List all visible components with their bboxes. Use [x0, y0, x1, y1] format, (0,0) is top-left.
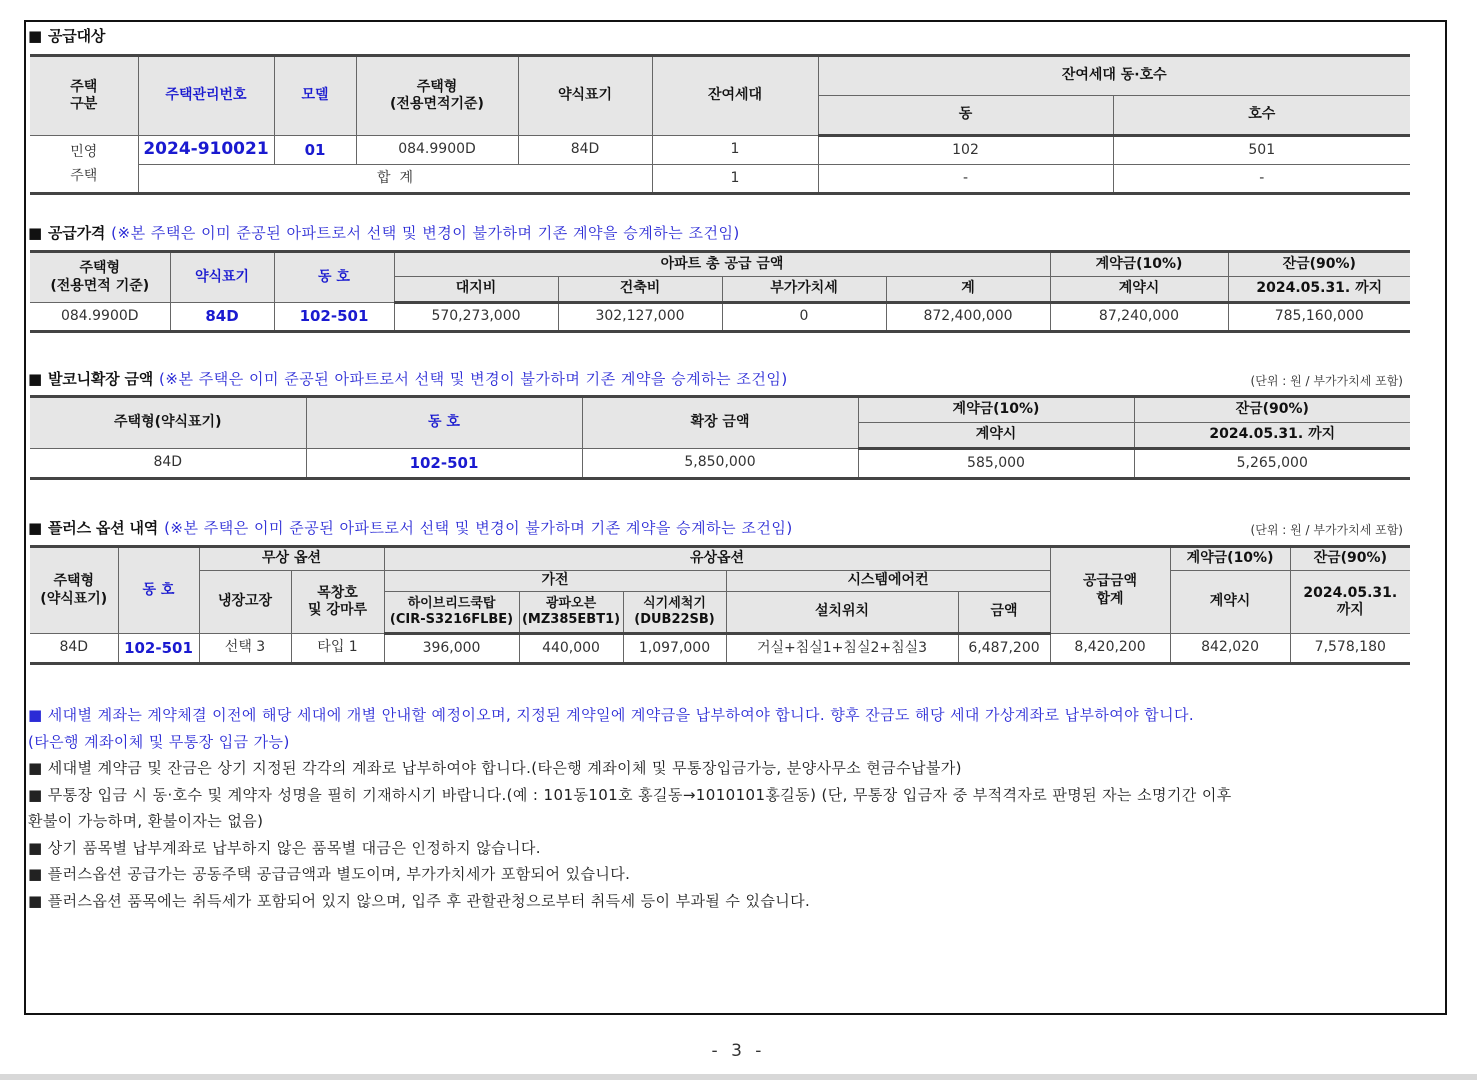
document-frame [24, 20, 1447, 1015]
col-header-deposit: 계약금(10%) [1170, 547, 1290, 571]
cell-housing-type: 084.9900D [30, 303, 170, 332]
cell-remaining: 1 [652, 136, 818, 165]
col-header-deposit: 계약금(10%) [1050, 252, 1228, 277]
col-header-total: 공급금액 합계 [1050, 547, 1170, 634]
cell-cooktop: 396,000 [384, 634, 519, 664]
balcony-table [30, 395, 1410, 480]
note-line: ■ 세대별 계약금 및 잔금은 상기 지정된 각각의 계좌로 납부하여야 합니다.(타은행 계좌이체 및 무통장입금가능, 분양사무소 현금수납불가) [28, 759, 962, 777]
col-header-balance: 잔금(90%) [1134, 397, 1410, 423]
bottom-divider [0, 1074, 1477, 1080]
section-note: (※본 주택은 이미 준공된 아파트로서 선택 및 변경이 불가하며 기존 계약을 승계하는 조건임) [159, 370, 788, 388]
col-header-remaining-unit: 잔여세대 동·호수 [818, 56, 1410, 96]
col-header-deposit-when: 계약시 [1170, 571, 1290, 634]
cell-land: 570,273,000 [394, 303, 558, 332]
supply-target-table [30, 54, 1410, 195]
cell-vat: 0 [722, 303, 886, 332]
col-header-abbr: 약식표기 [170, 252, 274, 303]
col-header-sum: 계 [886, 277, 1050, 303]
col-header-ac-amount: 금액 [958, 592, 1050, 634]
page-number: - 3 - [711, 1041, 766, 1061]
col-header-oven: 광파오븐 (MZ385EBT1) [519, 592, 623, 634]
col-header-dong: 동 [818, 96, 1113, 136]
col-header-aircon: 시스템에어컨 [726, 571, 1050, 592]
col-header-dongho: 동 호 [118, 547, 199, 634]
cell-ac-amount: 6,487,200 [958, 634, 1050, 664]
section-note: (※본 주택은 이미 준공된 아파트로서 선택 및 변경이 불가하며 기존 계약을 승계하는 조건임) [164, 519, 793, 537]
section-title-supply-price: ■ 공급가격 (※본 주택은 이미 준공된 아파트로서 선택 및 변경이 불가하며 기존 계약을 승계하는 조건임) [28, 224, 740, 242]
col-header-vat: 부가가치세 [722, 277, 886, 303]
col-header-mgmt-no: 주택관리번호 [138, 56, 274, 136]
cell-housing-class: 민영 주택 [30, 136, 138, 194]
col-header-paid-option: 유상옵션 [384, 547, 1050, 571]
cell-location: 거실+침실1+침실2+침실3 [726, 634, 958, 664]
unit-note: (단위 : 원 / 부가가치세 포함) [1250, 374, 1403, 388]
col-header-wood: 목창호 및 강마루 [291, 571, 384, 634]
col-header-balance-when: 2024.05.31. 까지 [1290, 571, 1410, 634]
section-title-plus-option: ■ 플러스 옵션 내역 (※본 주택은 이미 준공된 아파트로서 선택 및 변경이 불가하며 기존 계약을 승계하는 조건임) [28, 519, 793, 537]
col-header-balance-when: 2024.05.31. 까지 [1228, 277, 1410, 303]
col-header-deposit-when: 계약시 [858, 423, 1134, 449]
cell-abbr: 84D [170, 303, 274, 332]
col-header-dongho: 동 호 [274, 252, 394, 303]
col-header-balance: 잔금(90%) [1228, 252, 1410, 277]
cell-total-ho: - [1113, 165, 1410, 194]
col-header-ho: 호수 [1113, 96, 1410, 136]
col-header-deposit: 계약금(10%) [858, 397, 1134, 423]
col-header-total-supply: 아파트 총 공급 금액 [394, 252, 1050, 277]
unit-note: (단위 : 원 / 부가가치세 포함) [1250, 523, 1403, 537]
cell-balance: 785,160,000 [1228, 303, 1410, 332]
cell-abbr: 84D [518, 136, 652, 165]
col-header-type: 주택형(약식표기) [30, 397, 306, 449]
notes-block [28, 702, 1428, 914]
cell-dongho: 102-501 [306, 449, 582, 479]
section-title-balcony: ■ 발코니확장 금액 (※본 주택은 이미 준공된 아파트로서 선택 및 변경이 불가하며 기존 계약을 승계하는 조건임) [28, 370, 788, 388]
note-line: ■ 플러스옵션 공급가는 공동주택 공급금액과 별도이며, 부가가치세가 포함되어 있습니다. [28, 865, 631, 883]
col-header-dongho: 동 호 [306, 397, 582, 449]
col-header-housing-type: 주택형 (전용면적 기준) [30, 252, 170, 303]
col-header-dishwasher: 식기세척기 (DUB22SB) [623, 592, 726, 634]
cell-balance: 7,578,180 [1290, 634, 1410, 664]
plus-option-table [30, 545, 1410, 665]
col-header-housing-type: 주택형 (전용면적기준) [356, 56, 518, 136]
cell-type: 84D [30, 634, 118, 664]
col-header-balance: 잔금(90%) [1290, 547, 1410, 571]
col-header-model: 모델 [274, 56, 356, 136]
cell-deposit: 585,000 [858, 449, 1134, 479]
cell-type: 84D [30, 449, 306, 479]
col-header-appliance: 가전 [384, 571, 726, 592]
section-title-supply-target: ■ 공급대상 [28, 27, 106, 45]
col-header-free-option: 무상 옵션 [199, 547, 384, 571]
col-header-cooktop: 하이브리드쿡탑 (CIR-S3216FLBE) [384, 592, 519, 634]
cell-deposit: 842,020 [1170, 634, 1290, 664]
note-line: ■ 세대별 계좌는 계약체결 이전에 해당 세대에 개별 안내할 예정이오며, 지정된 계약일에 계약금을 납부하여야 합니다. 향후 잔금도 해당 세대 가상계좌로 납부하여야 합니다. [28, 706, 1195, 724]
note-line: (타은행 계좌이체 및 무통장 입금 가능) [28, 732, 290, 751]
cell-ho: 501 [1113, 136, 1410, 165]
cell-total-remaining: 1 [652, 165, 818, 194]
cell-balance: 5,265,000 [1134, 449, 1410, 479]
col-header-balance-when: 2024.05.31. 까지 [1134, 423, 1410, 449]
cell-sum: 872,400,000 [886, 303, 1050, 332]
col-header-deposit-when: 계약시 [1050, 277, 1228, 303]
cell-dongho: 102-501 [274, 303, 394, 332]
cell-model: 01 [274, 136, 356, 165]
cell-dishwasher: 1,097,000 [623, 634, 726, 664]
cell-oven: 440,000 [519, 634, 623, 664]
cell-dong: 102 [818, 136, 1113, 165]
cell-total-dong: - [818, 165, 1113, 194]
cell-building: 302,127,000 [558, 303, 722, 332]
col-header-abbr: 약식표기 [518, 56, 652, 136]
cell-total-label: 합 계 [138, 165, 652, 194]
supply-price-table [30, 250, 1410, 333]
col-header-amount: 확장 금액 [582, 397, 858, 449]
col-header-fridge: 냉장고장 [199, 571, 291, 634]
cell-deposit: 87,240,000 [1050, 303, 1228, 332]
cell-amount: 5,850,000 [582, 449, 858, 479]
cell-wood: 타입 1 [291, 634, 384, 664]
cell-fridge: 선택 3 [199, 634, 291, 664]
cell-mgmt-no: 2024-910021 [138, 136, 274, 165]
col-header-housing-class: 주택 구분 [30, 56, 138, 136]
cell-housing-type: 084.9900D [356, 136, 518, 165]
note-line: ■ 상기 품목별 납부계좌로 납부하지 않은 품목별 대금은 인정하지 않습니다. [28, 838, 541, 857]
note-line: 환불이 가능하며, 환불이자는 없음) [28, 812, 264, 830]
cell-dongho: 102-501 [118, 634, 199, 664]
col-header-type: 주택형 (약식표기) [30, 547, 118, 634]
col-header-location: 설치위치 [726, 592, 958, 634]
col-header-land: 대지비 [394, 277, 558, 303]
col-header-building: 건축비 [558, 277, 722, 303]
note-line: ■ 플러스옵션 품목에는 취득세가 포함되어 있지 않으며, 입주 후 관할관청으로부터 취득세 등이 부과될 수 있습니다. [28, 891, 811, 910]
col-header-remaining: 잔여세대 [652, 56, 818, 136]
note-line: ■ 무통장 입금 시 동·호수 및 계약자 성명을 필히 기재하시기 바랍니다.(예 : 101동101호 홍길동→1010101홍길동) (단, 무통장 입금자 중 부적격자로 판명된 자는 소명기간 이후 [28, 785, 1232, 804]
cell-total: 8,420,200 [1050, 634, 1170, 664]
section-note: (※본 주택은 이미 준공된 아파트로서 선택 및 변경이 불가하며 기존 계약을 승계하는 조건임) [111, 224, 740, 242]
